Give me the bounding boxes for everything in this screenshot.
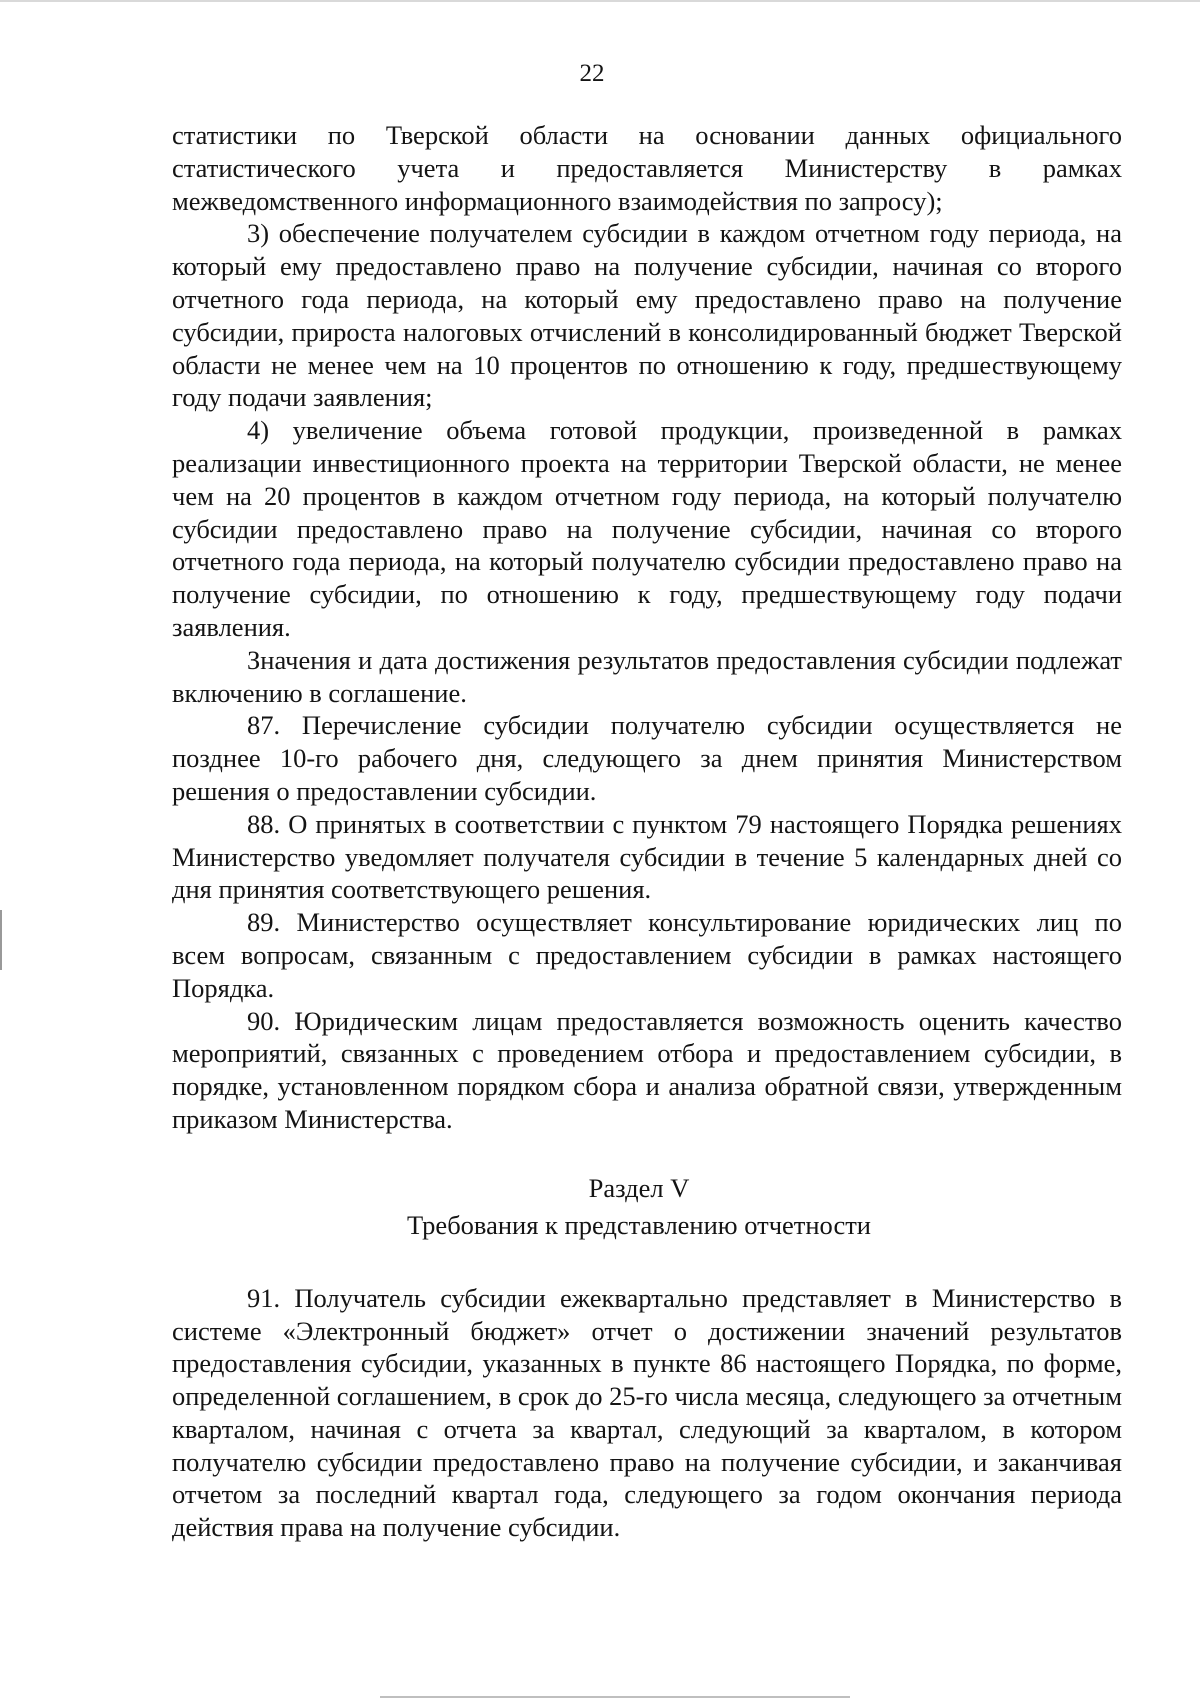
document-body [172,119,1122,1544]
paragraph-item-4: 4) увеличение объема готовой продукции, произведенной в рамках реализации инвестиционного проекта на территории Тверской области, не менее чем на 20 процентов в каждом отчетном году периода, на который получателю субсидии предоставлено право на получение субсидии, начиная со второго отчетного года периода, на который получателю субсидии предоставлено право на получение субсидии, по отношению к году, предшествующему году подачи заявления. [172,415,1122,642]
scan-edge-left [0,910,2,970]
paragraph-results-values: Значения и дата достижения результатов предоставления субсидии подлежат включению в соглашение. [172,644,1122,708]
scan-edge-top [0,0,1200,2]
section-subtitle: Требования к представлению отчетности [407,1209,871,1240]
paragraph-continuation: статистики по Тверской области на основании данных официального статистического учета и предоставляется Министерству в рамках межведомственного информационного взаимодействия по запросу); [172,120,1122,216]
paragraph-90: 90. Юридическим лицам предоставляется возможность оценить качество мероприятий, связанных с проведением отбора и предоставлением субсидии, в порядке, установленном порядком сбора и анализа обратной связи, утвержденным приказом Министерства. [172,1005,1122,1134]
section-heading [164,1170,1114,1244]
section-title: Раздел V [588,1172,690,1203]
paragraph-88: 88. О принятых в соответствии с пунктом 79 настоящего Порядка решениях Министерство уведомляет получателя субсидии в течение 5 календарных дней со дня принятия соответствующего решения. [172,808,1122,905]
paragraph-87: 87. Перечисление субсидии получателю субсидии осуществляется не позднее 10-го рабочего дня, следующего за днем принятия Министерством решения о предоставлении субсидии. [172,710,1122,806]
page-number: 22 [579,60,605,87]
paragraph-item-3: 3) обеспечение получателем субсидии в каждом отчетном году периода, на который ему предоставлено право на получение субсидии, начиная со второго отчетного года периода, на который ему предоставлено право на получение субсидии, прироста налоговых отчислений в консолидированный бюджет Тверской области не менее чем на 10 процентов по отношению к году, предшествующему году подачи заявления; [172,218,1122,413]
scan-edge-bottom [380,1696,850,1698]
paragraph-89: 89. Министерство осуществляет консультирование юридических лиц по всем вопросам, связанным с предоставлением субсидии в рамках настоящего Порядка. [172,907,1122,1003]
section-spacer [172,1244,1122,1282]
paragraph-91: 91. Получатель субсидии ежеквартально представляет в Министерство в системе «Электронный бюджет» отчет о достижении значений результатов предоставления субсидии, указанных в пункте 86 настоящего Порядка, по форме, определенной соглашением, в срок до 25-го числа месяца, следующего за отчетным кварталом, начиная с отчета за квартал, следующий за кварталом, в котором получателю субсидии предоставлено право на получение субсидии, и заканчивая отчетом за последний квартал года, следующего за годом окончания периода действия права на получение субсидии. [172,1282,1122,1543]
